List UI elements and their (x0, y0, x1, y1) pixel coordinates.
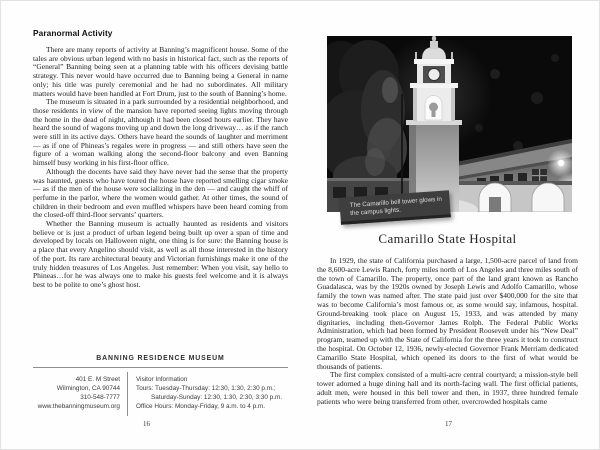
page-number-left: 16 (143, 420, 150, 428)
museum-visitor-info-column (128, 372, 288, 416)
museum-box-divider (33, 367, 288, 368)
visitor-info-line: Visitor Information (136, 375, 188, 383)
right-page-text-block (317, 257, 578, 407)
paragraph: In 1929, the state of California purchased a large, 1,500-acre parcel of land from the 8,600-acre Lewis Ranch, forty miles north of Los Angeles and three miles south of the town of Camarillo. The property, once part of the land grant known as Rancho Guadalasca, was by the 1920s owned by Joseph Lewis and Adolfo Camarillo, whose family the town was named after. The state paid just over $400,000 for the site that was to become California’s most famous or, as some would say, infamous, hospital. Ground-breaking took place on August 15, 1933, and was attended by many dignitaries, including then-Governor James Rolph. The Federal Public Works Administration, which had been formed by President Roosevelt under his “New Deal” program, teamed up with the State of California for the three years it took to construct the hospital. On October 12, 1936, newly-elected Governor Frank Merriam dedicated Camarillo State Hospital, which opened its doors to the first of what would be thousands of patients. (317, 256, 578, 371)
left-page-text-block (33, 28, 288, 290)
page-number-right: 17 (445, 420, 452, 428)
photo-caption-plaque: The Camarillo bell tower glows in the campus lights. (339, 190, 451, 225)
visitor-info-line: Office Hours: Monday-Friday, 9 a.m. to 4 p.m. (136, 402, 266, 410)
paragraph: Although the docents have said they have never had the sense that the property was haunted, guests who have toured the house have reported smelling cigar smoke — as if the men of the house were socializing in the den — and caught the whiff of perfume in the parlor, where the women would gather. At other times, the sound of children in their bedroom and even muffled whispers have been heard coming from the closed-off third-floor servants’ quarters. (33, 166, 288, 220)
paragraph: The first complex consisted of a multi-acre central courtyard; a mission-style bell tower adorned a huge dining hall and its north-facing wall. The first official patients, adult men, were housed in this bell tower and then, in 1937, three hundred female patients who were being transferred from other, overcrowded hospitals came (317, 370, 578, 406)
museum-website: www.thebanningmuseum.org (37, 402, 120, 410)
paragraph: There are many reports of activity at Banning’s magnificent house. Some of the tales are obvious urban legend with no basis in historical fact, such as the reports of “General” Banning being seen at a planning table with his officers devising battle strategy. This never would have occurred due to Banning being a General in name only; his title was purely ceremonial and he had no subordinates. All military matters would have been handled at Fort Drum, just to the south of Banning’s home. (33, 45, 288, 98)
camarillo-bell-tower-photo (327, 36, 572, 217)
museum-box-columns (33, 372, 288, 416)
museum-phone: 310-548-7777 (80, 393, 120, 401)
section-heading: Paranormal Activity (33, 28, 113, 38)
left-page-body (33, 46, 288, 290)
museum-info-box (33, 355, 288, 416)
paragraph: Whether the Banning museum is actually haunted as residents and visitors believe or is just a product of urban legend being built up over a span of time and developed by locals on Halloween night, one thing is for sure: the Banning house is a place that every Angelino should visit, as well as all those interested in the history of the port. Its rare architectural beauty and Victorian furnishings make it one of the truly hidden treasures of Los Angeles. Just remember: When you visit, say hello to Phineas…for he was always one to make his guests feel welcome and it is always best to be polite to one’s ghost host. (33, 219, 288, 289)
paragraph: The museum is situated in a park surrounded by a residential neighborhood, and those residents in view of the mansion have reported seeing lights moving through the home in the dead of night, although it had been closed hours earlier. They have heard the sound of wagons moving up and down the long driveway… as if the ranch were still in its active days. Others have heard the sounds of laughter and merriment — as if one of Phineas’s regales were in progress — and still others have seen the figure of a woman walking along the second-floor balcony and even Banning himself busy working in his first-floor office. (33, 97, 288, 168)
museum-address-line: 401 E. M Street (75, 375, 120, 383)
chapter-title: Camarillo State Hospital (378, 231, 517, 246)
museum-address-column (33, 372, 128, 416)
visitor-info-line: Saturday-Sunday: 12:30, 1:30, 2:30, 3:30 p.m. (151, 393, 283, 401)
museum-address-line: Wilmington, CA 90744 (56, 384, 120, 392)
night-photo-illustration (327, 36, 572, 212)
visitor-info-line: Tours: Tuesday-Thursday: 12:30, 1:30, 2:30 p.m.; (136, 384, 276, 392)
museum-box-title: BANNING RESIDENCE MUSEUM (96, 355, 225, 362)
